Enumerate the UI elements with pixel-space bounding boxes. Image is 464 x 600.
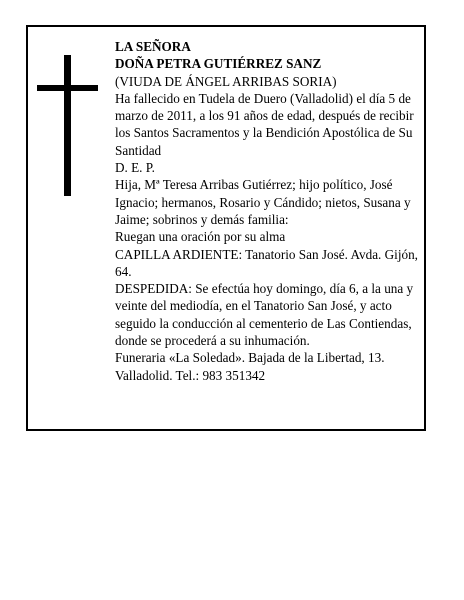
family-list: Hija, Mª Teresa Arribas Gutiérrez; hijo político, José Ignacio; hermanos, Rosario y Cándido; nietos, Susana y Jaime; sobrinos y demás familia: (115, 177, 411, 227)
cross-vertical-bar (64, 55, 71, 196)
obituary-text (115, 38, 430, 384)
cross-horizontal-bar (37, 85, 98, 91)
prayer-request: Ruegan una oración por su alma (115, 229, 286, 245)
death-notice: Ha fallecido en Tudela de Duero (Valladolid) el día 5 de marzo de 2011, a los 91 años de edad, después de recibir los Santos Sacramentos y la Bendición Apostólica de Su Santidad (115, 90, 414, 158)
rip-line: D. E. P. (115, 160, 155, 176)
widow-of: (VIUDA DE ÁNGEL ARRIBAS SORIA) (115, 73, 337, 89)
obituary-heading: LA SEÑORA (115, 39, 191, 54)
funeral-home-info: Funeraria «La Soledad». Bajada de la Libertad, 13. Valladolid. Tel.: 983 351342 (115, 350, 385, 383)
farewell-info: DESPEDIDA: Se efectúa hoy domingo, día 6, a la una y veinte del mediodía, en el Tanatorio San José, y acto seguido la conducción al cementerio de Las Contiendas, donde se procederá a su inhumación. (115, 281, 414, 349)
chapel-info: CAPILLA ARDIENTE: Tanatorio San José. Avda. Gijón, 64. (115, 246, 418, 279)
deceased-name: DOÑA PETRA GUTIÉRREZ SANZ (115, 56, 322, 72)
